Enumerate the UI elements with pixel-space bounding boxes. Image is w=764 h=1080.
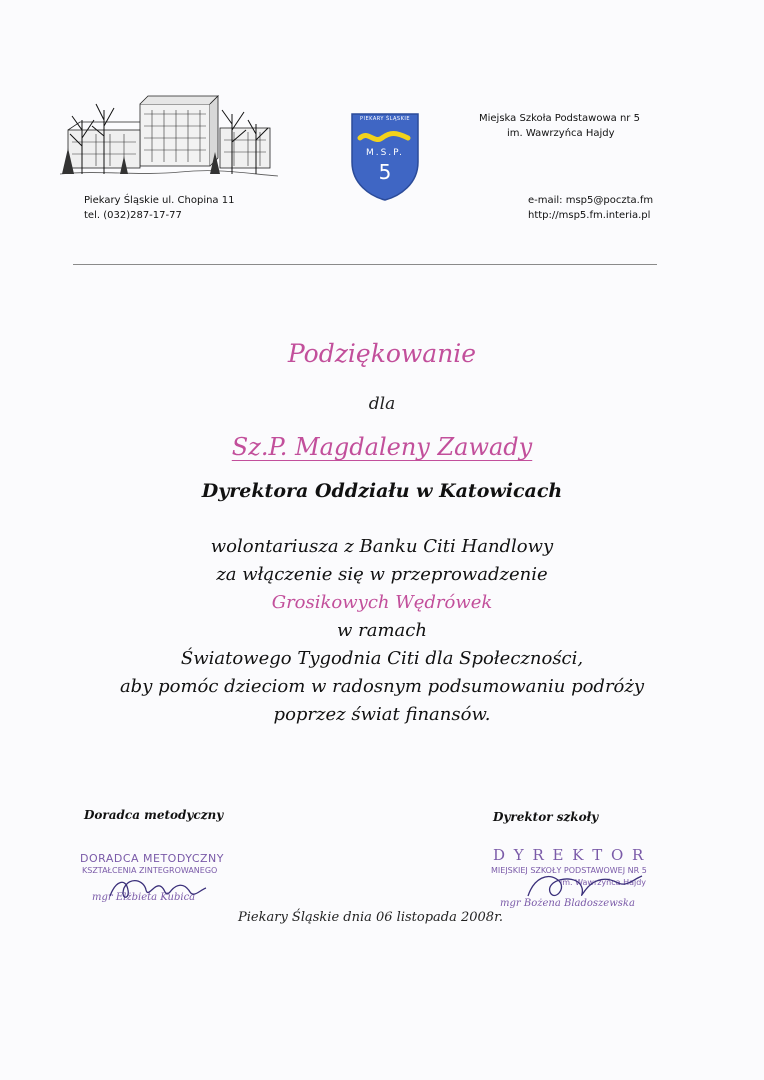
school-building-drawing xyxy=(60,90,278,188)
recipient-name xyxy=(0,433,764,461)
right-signature-label: Dyrektor szkoły xyxy=(493,810,599,824)
school-crest xyxy=(350,112,420,202)
left-stamp-line1: DORADCA METODYCZNY xyxy=(80,852,224,865)
left-signature-scribble xyxy=(104,870,214,906)
body-line-5: aby pomóc dzieciom w radosnym podsumowaniu podróży xyxy=(119,676,645,697)
body-line-3: w ramach xyxy=(337,620,427,641)
school-name-line2: im. Wawrzyńca Hajdy xyxy=(507,128,615,139)
recipient-name-text: Sz.P. Magdaleny Zawady xyxy=(231,433,533,461)
left-stamp-line2: KSZTAŁCENIA ZINTEGROWANEGO xyxy=(82,866,218,875)
header-divider xyxy=(73,264,657,265)
recipient-position: Dyrektora Oddziału w Katowicach xyxy=(201,480,563,502)
right-signature-scribble xyxy=(520,866,650,906)
body-line-2: za włączenie się w przeprowadzenie xyxy=(216,564,548,585)
body-line-6: poprzez świat finansów. xyxy=(273,704,491,725)
right-stamp-line1: D Y R E K T O R xyxy=(493,846,646,864)
program-name: Grosikowych Wędrówek xyxy=(271,592,493,613)
crest-abbreviation: M.S.P. xyxy=(365,148,405,158)
right-stamp-name: mgr Bożena Bladoszewska xyxy=(500,898,635,909)
school-name-line1: Miejska Szkoła Podstawowa nr 5 xyxy=(479,113,640,124)
right-stamp-line2: MIEJSKIEJ SZKOŁY PODSTAWOWEJ NR 5 xyxy=(491,866,647,875)
left-stamp-name: mgr Elżbieta Kubica xyxy=(92,892,196,903)
crest-number: 5 xyxy=(378,160,392,184)
phone-line: tel. (032)287-17-77 xyxy=(84,210,182,221)
left-signature-label: Doradca metodyczny xyxy=(84,808,224,822)
certificate-title: Podziękowanie xyxy=(287,339,477,368)
crest-top-text: PIEKARY ŚLĄSKIE xyxy=(359,116,411,122)
email-line: e-mail: msp5@poczta.fm xyxy=(528,195,654,206)
website-line: http://msp5.fm.interia.pl xyxy=(528,210,651,221)
right-stamp-line3: im. Wawrzyńca Hajdy xyxy=(560,878,647,887)
body-line-4: Światowego Tygodnia Citi dla Społeczności, xyxy=(180,648,584,669)
body-line-1: wolontariusza z Banku Citi Handlowy xyxy=(210,536,554,557)
address-line: Piekary Śląskie ul. Chopina 11 xyxy=(84,195,235,206)
for-word: dla xyxy=(368,394,396,414)
date-line: Piekary Śląskie dnia 06 listopada 2008r. xyxy=(238,910,503,925)
